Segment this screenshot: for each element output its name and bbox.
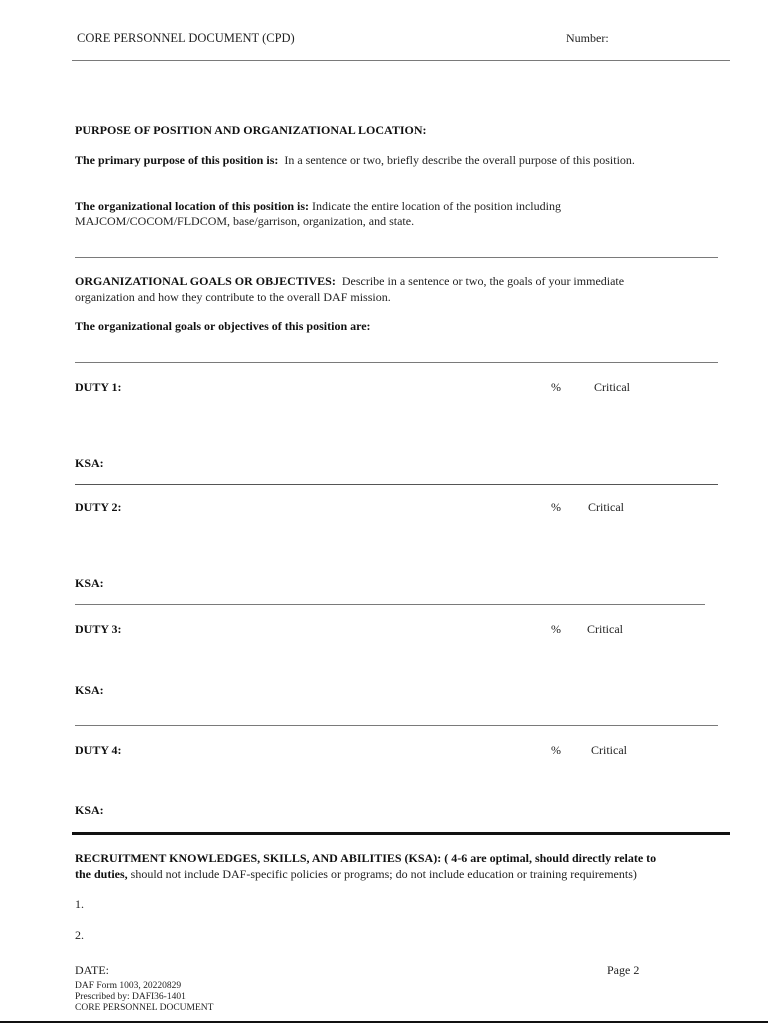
document-title: CORE PERSONNEL DOCUMENT (CPD) bbox=[77, 31, 295, 45]
duty-1-label[interactable]: DUTY 1: bbox=[75, 380, 122, 394]
page-bottom-border bbox=[0, 1021, 768, 1023]
duty-4-label[interactable]: DUTY 4: bbox=[75, 743, 122, 757]
goals-heading-text-line1: Describe in a sentence or two, the goals of your immediate bbox=[341, 274, 625, 288]
location-row bbox=[75, 199, 561, 214]
ksa-item-1[interactable]: 1. bbox=[75, 897, 84, 911]
primary-purpose-text[interactable]: In a sentence or two, briefly describe the overall purpose of this position. bbox=[284, 153, 635, 167]
number-label: Number: bbox=[566, 31, 609, 45]
page-number: Page 2 bbox=[607, 963, 640, 977]
duty-1-percent[interactable]: % bbox=[551, 380, 561, 394]
duty-3-divider bbox=[75, 725, 718, 726]
duty-4-percent[interactable]: % bbox=[551, 743, 561, 757]
recruitment-heading-line1: RECRUITMENT KNOWLEDGES, SKILLS, AND ABILITIES (KSA): ( 4-6 are optimal, should directly relate to bbox=[75, 851, 657, 865]
ksa-item-2[interactable]: 2. bbox=[75, 928, 84, 942]
footer-doc-name: CORE PERSONNEL DOCUMENT bbox=[75, 1003, 214, 1013]
duty-2-ksa-label[interactable]: KSA: bbox=[75, 576, 104, 590]
duty-2-divider bbox=[75, 604, 705, 605]
duty-1-critical[interactable]: Critical bbox=[594, 380, 630, 394]
goals-heading: ORGANIZATIONAL GOALS OR OBJECTIVES: bbox=[75, 274, 336, 288]
duty-3-label[interactable]: DUTY 3: bbox=[75, 622, 122, 636]
duty-1-divider bbox=[75, 484, 718, 485]
duty-2-label[interactable]: DUTY 2: bbox=[75, 500, 122, 514]
goals-heading-text-line2: organization and how they contribute to the overall DAF mission. bbox=[75, 290, 391, 304]
recruitment-heading-text-line2: should not include DAF-specific policies or programs; do not include education or training requirements) bbox=[130, 867, 637, 881]
duty-2-critical[interactable]: Critical bbox=[588, 500, 624, 514]
date-label[interactable]: DATE: bbox=[75, 963, 109, 977]
header-divider bbox=[72, 60, 730, 61]
purpose-divider bbox=[75, 257, 718, 258]
primary-purpose-label: The primary purpose of this position is: bbox=[75, 153, 279, 167]
duty-3-percent[interactable]: % bbox=[551, 622, 561, 636]
location-text-line1[interactable]: Indicate the entire location of the position including bbox=[312, 199, 561, 213]
duty-4-critical[interactable]: Critical bbox=[591, 743, 627, 757]
prescribed-by: Prescribed by: DAFI36-1401 bbox=[75, 992, 186, 1002]
form-id: DAF Form 1003, 20220829 bbox=[75, 981, 182, 991]
primary-purpose-row bbox=[75, 153, 635, 168]
goals-heading-row bbox=[75, 274, 624, 289]
goals-divider bbox=[75, 362, 718, 363]
duty-1-ksa-label[interactable]: KSA: bbox=[75, 456, 104, 470]
duty-3-ksa-label[interactable]: KSA: bbox=[75, 683, 104, 697]
purpose-heading: PURPOSE OF POSITION AND ORGANIZATIONAL LOCATION: bbox=[75, 123, 427, 137]
recruitment-heading-line2 bbox=[75, 867, 637, 882]
duties-end-divider bbox=[72, 832, 730, 835]
goals-label[interactable]: The organizational goals or objectives of this position are: bbox=[75, 319, 371, 333]
recruitment-heading-bold-line2: the duties, bbox=[75, 867, 128, 881]
location-label: The organizational location of this position is: bbox=[75, 199, 310, 213]
duty-3-critical[interactable]: Critical bbox=[587, 622, 623, 636]
location-text-line2[interactable]: MAJCOM/COCOM/FLDCOM, base/garrison, organization, and state. bbox=[75, 214, 415, 228]
duty-4-ksa-label[interactable]: KSA: bbox=[75, 803, 104, 817]
duty-2-percent[interactable]: % bbox=[551, 500, 561, 514]
